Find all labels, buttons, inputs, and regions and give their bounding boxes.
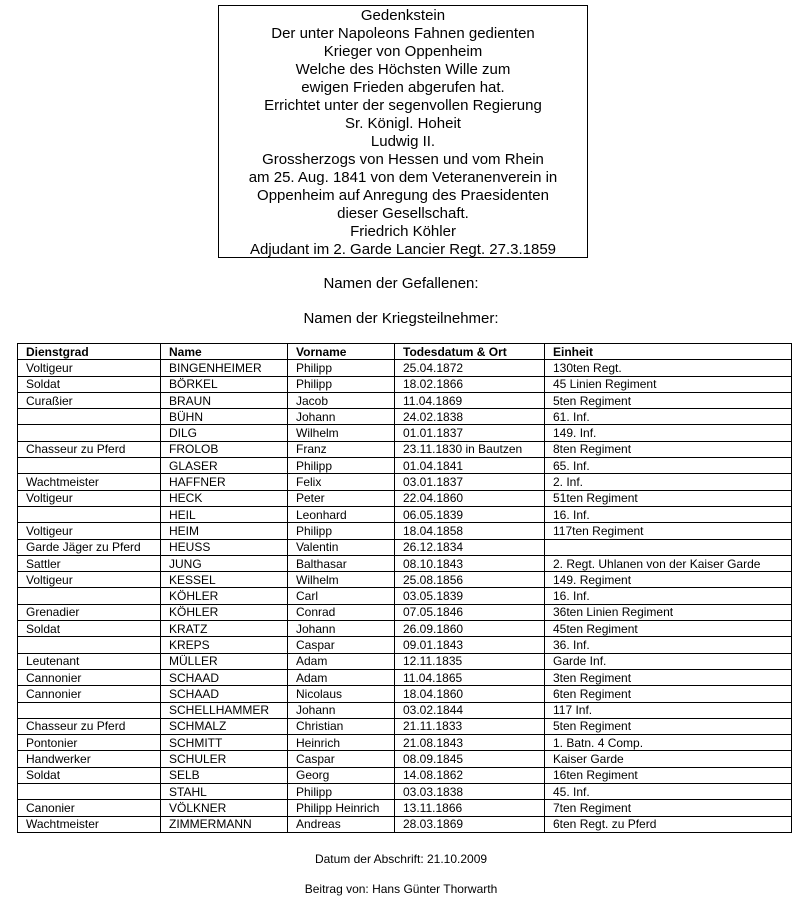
- cell-death-date-place: 21.08.1843: [395, 735, 545, 751]
- cell-unit: 65. Inf.: [545, 458, 792, 474]
- cell-first-name: Philipp: [288, 523, 395, 539]
- cell-unit: 3ten Regiment: [545, 669, 792, 685]
- cell-unit: 45ten Regiment: [545, 621, 792, 637]
- cell-unit: Garde Inf.: [545, 653, 792, 669]
- cell-death-date-place: 01.04.1841: [395, 458, 545, 474]
- table-row: [18, 392, 792, 408]
- cell-unit: 117 Inf.: [545, 702, 792, 718]
- inscription-line: Grossherzogs von Hessen und vom Rhein: [262, 151, 544, 168]
- cell-rank: Voltigeur: [18, 572, 161, 588]
- cell-death-date-place: 14.08.1862: [395, 767, 545, 783]
- cell-rank: Sattler: [18, 555, 161, 571]
- cell-death-date-place: 22.04.1860: [395, 490, 545, 506]
- cell-surname: HAFFNER: [161, 474, 288, 490]
- cell-unit: 51ten Regiment: [545, 490, 792, 506]
- cell-rank: Curaßier: [18, 392, 161, 408]
- cell-surname: MÜLLER: [161, 653, 288, 669]
- cell-surname: HEIL: [161, 506, 288, 522]
- cell-death-date-place: 11.04.1865: [395, 669, 545, 685]
- table-row: [18, 621, 792, 637]
- cell-death-date-place: 13.11.1866: [395, 800, 545, 816]
- cell-rank: Voltigeur: [18, 360, 161, 376]
- table-row: [18, 784, 792, 800]
- cell-surname: HEUSS: [161, 539, 288, 555]
- cell-unit: 16. Inf.: [545, 506, 792, 522]
- cell-first-name: Balthasar: [288, 555, 395, 571]
- cell-surname: DILG: [161, 425, 288, 441]
- inscription-line: Adjudant im 2. Garde Lancier Regt. 27.3.1859: [249, 241, 557, 258]
- cell-surname: BÖRKEL: [161, 376, 288, 392]
- table-row: [18, 572, 792, 588]
- inscription-line: Welche des Höchsten Wille zum: [295, 61, 511, 78]
- cell-death-date-place: 28.03.1869: [395, 816, 545, 832]
- cell-rank: [18, 637, 161, 653]
- cell-first-name: Adam: [288, 669, 395, 685]
- cell-death-date-place: 18.04.1860: [395, 686, 545, 702]
- participants-table: [17, 343, 792, 833]
- cell-first-name: Felix: [288, 474, 395, 490]
- cell-death-date-place: 25.08.1856: [395, 572, 545, 588]
- cell-death-date-place: 26.12.1834: [395, 539, 545, 555]
- cell-first-name: Wilhelm: [288, 425, 395, 441]
- cell-death-date-place: 25.04.1872: [395, 360, 545, 376]
- cell-unit: 6ten Regiment: [545, 686, 792, 702]
- column-header-first-name: Vorname: [288, 344, 395, 360]
- cell-death-date-place: 06.05.1839: [395, 506, 545, 522]
- cell-surname: KESSEL: [161, 572, 288, 588]
- cell-unit: 1. Batn. 4 Comp.: [545, 735, 792, 751]
- inscription-line: Errichtet unter der segenvollen Regierung: [264, 97, 542, 114]
- cell-unit: 16. Inf.: [545, 588, 792, 604]
- fallen-heading: Namen der Gefallenen:: [323, 275, 479, 292]
- transcription-date: Datum der Abschrift: 21.10.2009: [314, 852, 488, 866]
- table-row: [18, 539, 792, 555]
- cell-death-date-place: 11.04.1869: [395, 392, 545, 408]
- cell-death-date-place: 08.10.1843: [395, 555, 545, 571]
- cell-unit: 45. Inf.: [545, 784, 792, 800]
- inscription-line: Ludwig II.: [370, 133, 436, 150]
- cell-unit: 61. Inf.: [545, 409, 792, 425]
- cell-surname: SCHAAD: [161, 669, 288, 685]
- cell-first-name: Philipp: [288, 376, 395, 392]
- table-header-row: [18, 344, 792, 360]
- cell-first-name: Jacob: [288, 392, 395, 408]
- cell-death-date-place: 18.02.1866: [395, 376, 545, 392]
- cell-first-name: Heinrich: [288, 735, 395, 751]
- cell-rank: [18, 784, 161, 800]
- cell-rank: Pontonier: [18, 735, 161, 751]
- cell-rank: Voltigeur: [18, 490, 161, 506]
- cell-first-name: Carl: [288, 588, 395, 604]
- cell-surname: ZIMMERMANN: [161, 816, 288, 832]
- table-row: [18, 588, 792, 604]
- column-header-unit: Einheit: [545, 344, 792, 360]
- inscription-line: Gedenkstein: [360, 7, 446, 24]
- cell-rank: [18, 702, 161, 718]
- cell-first-name: Franz: [288, 441, 395, 457]
- inscription-line: Friedrich Köhler: [350, 223, 456, 240]
- cell-unit: Kaiser Garde: [545, 751, 792, 767]
- cell-death-date-place: 09.01.1843: [395, 637, 545, 653]
- cell-unit: 2. Inf.: [545, 474, 792, 490]
- cell-first-name: Caspar: [288, 637, 395, 653]
- cell-rank: Grenadier: [18, 604, 161, 620]
- table-row: [18, 441, 792, 457]
- cell-surname: KÖHLER: [161, 588, 288, 604]
- cell-death-date-place: 03.02.1844: [395, 702, 545, 718]
- cell-rank: Wachtmeister: [18, 474, 161, 490]
- cell-death-date-place: 03.03.1838: [395, 784, 545, 800]
- cell-surname: STAHL: [161, 784, 288, 800]
- cell-surname: VÖLKNER: [161, 800, 288, 816]
- cell-death-date-place: 26.09.1860: [395, 621, 545, 637]
- cell-first-name: Wilhelm: [288, 572, 395, 588]
- cell-unit: 16ten Regiment: [545, 767, 792, 783]
- cell-unit: 149. Regiment: [545, 572, 792, 588]
- cell-surname: SCHMALZ: [161, 718, 288, 734]
- cell-unit: 7ten Regiment: [545, 800, 792, 816]
- cell-death-date-place: 07.05.1846: [395, 604, 545, 620]
- cell-rank: Soldat: [18, 376, 161, 392]
- cell-first-name: Nicolaus: [288, 686, 395, 702]
- table-row: [18, 816, 792, 832]
- inscription-line: Der unter Napoleons Fahnen gedienten: [271, 25, 535, 42]
- cell-death-date-place: 03.01.1837: [395, 474, 545, 490]
- cell-rank: [18, 506, 161, 522]
- cell-death-date-place: 24.02.1838: [395, 409, 545, 425]
- cell-unit: 6ten Regt. zu Pferd: [545, 816, 792, 832]
- table-row: [18, 490, 792, 506]
- table-row: [18, 669, 792, 685]
- table-row: [18, 376, 792, 392]
- table-row: [18, 751, 792, 767]
- cell-first-name: Christian: [288, 718, 395, 734]
- table-row: [18, 686, 792, 702]
- cell-unit: 5ten Regiment: [545, 718, 792, 734]
- inscription-line: Krieger von Oppenheim: [323, 43, 483, 60]
- cell-surname: KÖHLER: [161, 604, 288, 620]
- cell-unit: 130ten Regt.: [545, 360, 792, 376]
- inscription-line: Oppenheim auf Anregung des Praesidenten: [257, 187, 549, 204]
- cell-first-name: Philipp: [288, 360, 395, 376]
- cell-rank: Chasseur zu Pferd: [18, 718, 161, 734]
- cell-death-date-place: 01.01.1837: [395, 425, 545, 441]
- inscription-line: dieser Gesellschaft.: [337, 205, 469, 222]
- table-row: [18, 458, 792, 474]
- table-row: [18, 506, 792, 522]
- participants-heading: Namen der Kriegsteilnehmer:: [303, 310, 499, 327]
- cell-rank: Garde Jäger zu Pferd: [18, 539, 161, 555]
- table-row: [18, 653, 792, 669]
- cell-rank: Soldat: [18, 767, 161, 783]
- cell-unit: [545, 539, 792, 555]
- cell-surname: HEIM: [161, 523, 288, 539]
- cell-rank: Chasseur zu Pferd: [18, 441, 161, 457]
- cell-first-name: Georg: [288, 767, 395, 783]
- table-row: [18, 767, 792, 783]
- table-row: [18, 718, 792, 734]
- cell-surname: SCHELLHAMMER: [161, 702, 288, 718]
- cell-death-date-place: 12.11.1835: [395, 653, 545, 669]
- cell-surname: FROLOB: [161, 441, 288, 457]
- cell-surname: GLASER: [161, 458, 288, 474]
- table-row: [18, 360, 792, 376]
- cell-first-name: Johann: [288, 409, 395, 425]
- table-row: [18, 702, 792, 718]
- column-header-surname: Name: [161, 344, 288, 360]
- column-header-death-date-place: Todesdatum & Ort: [395, 344, 545, 360]
- cell-unit: 45 Linien Regiment: [545, 376, 792, 392]
- cell-first-name: Caspar: [288, 751, 395, 767]
- cell-surname: KREPS: [161, 637, 288, 653]
- inscription-line: Sr. Königl. Hoheit: [345, 115, 461, 132]
- table-row: [18, 735, 792, 751]
- cell-rank: Wachtmeister: [18, 816, 161, 832]
- contributor-credit: Beitrag von: Hans Günter Thorwarth: [304, 882, 498, 896]
- cell-rank: Soldat: [18, 621, 161, 637]
- cell-unit: 36ten Linien Regiment: [545, 604, 792, 620]
- cell-surname: SCHULER: [161, 751, 288, 767]
- cell-rank: [18, 409, 161, 425]
- inscription-line: am 25. Aug. 1841 von dem Veteranenverein in: [248, 169, 558, 186]
- cell-surname: SCHAAD: [161, 686, 288, 702]
- cell-surname: JUNG: [161, 555, 288, 571]
- cell-death-date-place: 18.04.1858: [395, 523, 545, 539]
- cell-first-name: Philipp: [288, 458, 395, 474]
- table-row: [18, 800, 792, 816]
- cell-first-name: Adam: [288, 653, 395, 669]
- memorial-inscription: [218, 5, 588, 258]
- cell-first-name: Johann: [288, 702, 395, 718]
- cell-unit: 2. Regt. Uhlanen von der Kaiser Garde: [545, 555, 792, 571]
- table-row: [18, 409, 792, 425]
- cell-death-date-place: 03.05.1839: [395, 588, 545, 604]
- cell-surname: BINGENHEIMER: [161, 360, 288, 376]
- cell-rank: Cannonier: [18, 669, 161, 685]
- table-row: [18, 425, 792, 441]
- cell-rank: [18, 425, 161, 441]
- cell-unit: 117ten Regiment: [545, 523, 792, 539]
- cell-rank: [18, 588, 161, 604]
- cell-first-name: Conrad: [288, 604, 395, 620]
- cell-first-name: Johann: [288, 621, 395, 637]
- cell-rank: Leutenant: [18, 653, 161, 669]
- cell-unit: 36. Inf.: [545, 637, 792, 653]
- cell-first-name: Philipp Heinrich: [288, 800, 395, 816]
- cell-surname: SELB: [161, 767, 288, 783]
- cell-death-date-place: 23.11.1830 in Bautzen: [395, 441, 545, 457]
- cell-surname: SCHMITT: [161, 735, 288, 751]
- cell-first-name: Andreas: [288, 816, 395, 832]
- cell-rank: Canonier: [18, 800, 161, 816]
- table-row: [18, 555, 792, 571]
- column-header-rank: Dienstgrad: [18, 344, 161, 360]
- cell-first-name: Philipp: [288, 784, 395, 800]
- cell-first-name: Leonhard: [288, 506, 395, 522]
- cell-rank: Cannonier: [18, 686, 161, 702]
- table-row: [18, 474, 792, 490]
- table-row: [18, 637, 792, 653]
- cell-rank: Voltigeur: [18, 523, 161, 539]
- table-row: [18, 604, 792, 620]
- cell-death-date-place: 08.09.1845: [395, 751, 545, 767]
- cell-unit: 5ten Regiment: [545, 392, 792, 408]
- table-row: [18, 523, 792, 539]
- cell-unit: 8ten Regiment: [545, 441, 792, 457]
- cell-first-name: Valentin: [288, 539, 395, 555]
- cell-surname: KRATZ: [161, 621, 288, 637]
- inscription-line: ewigen Frieden abgerufen hat.: [301, 79, 505, 96]
- cell-rank: [18, 458, 161, 474]
- cell-first-name: Peter: [288, 490, 395, 506]
- cell-death-date-place: 21.11.1833: [395, 718, 545, 734]
- cell-surname: BRAUN: [161, 392, 288, 408]
- cell-unit: 149. Inf.: [545, 425, 792, 441]
- cell-surname: HECK: [161, 490, 288, 506]
- cell-rank: Handwerker: [18, 751, 161, 767]
- cell-surname: BÜHN: [161, 409, 288, 425]
